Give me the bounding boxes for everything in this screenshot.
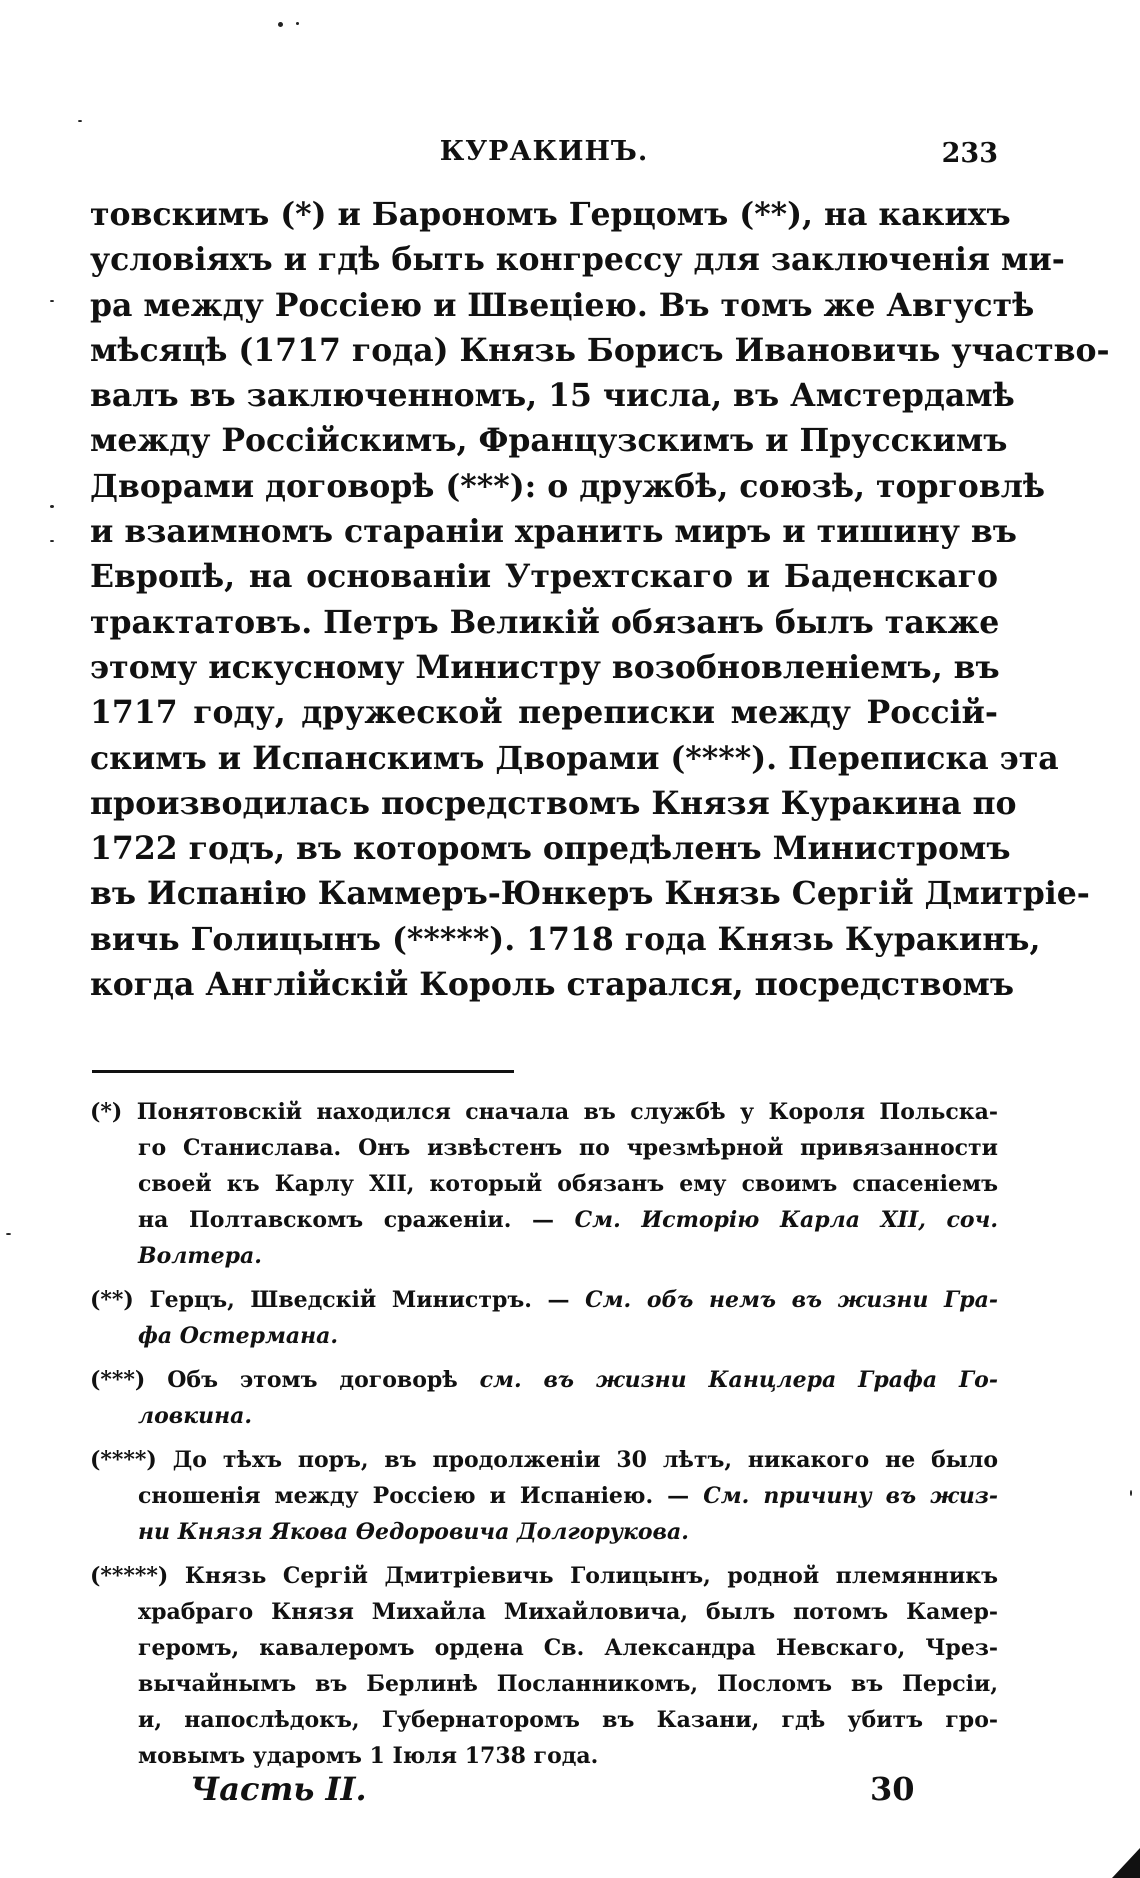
body-line: ра между Россіею и Швеціею. Въ томъ же Августѣ [90,286,1035,324]
corner-mark [1112,1848,1140,1878]
footnote-line [90,1738,998,1774]
footnote-line [90,1558,998,1594]
footnote-text: (*****) Князь Сергій Дмитріевичь Голицынъ, родной племянникъ [90,1563,998,1589]
body-line: Европѣ, на основаніи Утрехтскаго и Баденскаго [90,558,998,596]
footnote-line [90,1094,998,1130]
footnote-text: храбраго Князя Михайла Михайловича, былъ потомъ Камер- [138,1599,998,1625]
footnotes [90,1094,998,1782]
sheet-number: 30 [870,1770,915,1808]
footnote-text: го Станислава. Онъ извѣстенъ по чрезмѣрной привязанности [138,1135,998,1161]
body-line: мѣсяцѣ (1717 года) Князь Борисъ Ивановичь участво- [90,331,1110,369]
scan-speck [50,540,54,542]
footnote-citation: ловкина. [138,1403,253,1429]
footnote [90,1362,998,1434]
footnote-line [90,1702,998,1738]
footnote [90,1282,998,1354]
body-line: и взаимномъ стараніи хранить миръ и тишину въ [90,513,1017,551]
footnote-line [90,1442,998,1478]
footnote-citation: См. причину въ жиз- [703,1483,998,1509]
footnote-line [90,1318,998,1354]
footnote-text: геромъ, кавалеромъ ордена Св. Александра Невскаго, Чрез- [138,1635,998,1661]
body-line: въ Испанію Каммеръ-Юнкеръ Князь Сергій Дмитріе- [90,875,1090,913]
signature-mark: Часть II. [190,1770,367,1808]
body-text [90,192,1110,1007]
footnote-text: (*) Понятовскій находился сначала въ службѣ у Короля Польска- [90,1099,998,1125]
footnote [90,1094,998,1274]
scan-speck [296,22,299,25]
page-header [90,132,998,172]
scan-speck [1130,1490,1132,1496]
footnote-text: (****) До тѣхъ поръ, въ продолженіи 30 лѣтъ, никакого не было [90,1447,998,1473]
footnote-line [90,1166,998,1202]
body-line: между Россійскимъ, Французскимъ и Прусскимъ [90,422,1008,460]
footnote-text: и, напослѣдокъ, Губернаторомъ въ Казани, гдѣ убитъ гро- [138,1707,998,1733]
footnote-text: вычайнымъ въ Берлинѣ Посланникомъ, Посломъ въ Персіи, [138,1671,998,1697]
body-line: вичь Голицынъ (*****). 1718 года Князь Куракинъ, [90,920,1041,958]
footnote [90,1442,998,1550]
page-footer [90,1770,998,1814]
footnote-citation: фа Остермана. [138,1323,339,1349]
body-line: 1717 году, дружеской переписки между Россій- [90,694,998,732]
footnote-line [90,1478,998,1514]
footnote-line [90,1130,998,1166]
body-line: товскимъ (*) и Барономъ Герцомъ (**), на какихъ [90,196,1011,233]
footnote-citation: Волтера. [138,1243,262,1269]
footnote-line [90,1398,998,1434]
footnote [90,1558,998,1774]
scan-speck [6,1233,11,1235]
footnote-line [90,1202,998,1238]
footnote-text: (***) Объ этомъ договорѣ [90,1367,480,1393]
footnote-rule [92,1070,514,1073]
scan-speck [50,300,54,302]
footnote-citation: См. объ немъ въ жизни Гра- [585,1287,998,1313]
footnote-text: сношенія между Россіею и Испаніею. — [138,1483,704,1509]
footnote-line [90,1594,998,1630]
body-line: Дворами договорѣ (***): о дружбѣ, союзѣ, торговлѣ [90,467,1046,505]
footnote-citation: ни Князя Якова Ѳедоровича Долгорукова. [138,1519,689,1545]
footnote-text: на Полтавскомъ сраженіи. — [138,1207,575,1233]
body-line: скимъ и Испанскимъ Дворами (****). Переписка эта [90,739,1059,777]
body-line: валъ въ заключенномъ, 15 числа, въ Амстердамѣ [90,377,1015,415]
body-line: условіяхъ и гдѣ быть конгрессу для заключенія ми- [90,241,1065,279]
running-head: КУРАКИНЪ. [439,136,649,167]
body-line: трактатовъ. Петръ Великій обязанъ былъ также [90,603,1000,641]
footnote-citation: См. Исторію Карла XII, соч. [574,1207,998,1233]
footnote-text: (**) Герцъ, Шведскій Министръ. — [90,1287,586,1313]
footnote-line [90,1514,998,1550]
footnote-line [90,1362,998,1398]
footnote-text: мовымъ ударомъ 1 Іюля 1738 года. [138,1743,599,1769]
scan-speck [78,120,82,122]
page-number: 233 [941,138,998,169]
body-line: 1722 годъ, въ которомъ опредѣленъ Министромъ [90,830,1011,868]
scan-speck [50,505,54,508]
body-line: этому искусному Министру возобновленіемъ, въ [90,648,1000,686]
footnote-line [90,1238,998,1274]
footnote-text: своей къ Карлу XII, который обязанъ ему своимъ спасеніемъ [138,1171,998,1197]
scan-speck [278,22,283,27]
footnote-line [90,1630,998,1666]
footnote-line [90,1666,998,1702]
body-line: когда Англійскій Король старался, посредствомъ [90,966,1015,1004]
body-line: производилась посредствомъ Князя Куракина по [90,784,1017,822]
footnote-citation: см. въ жизни Канцлера Графа Го- [479,1367,998,1393]
footnote-line [90,1282,998,1318]
